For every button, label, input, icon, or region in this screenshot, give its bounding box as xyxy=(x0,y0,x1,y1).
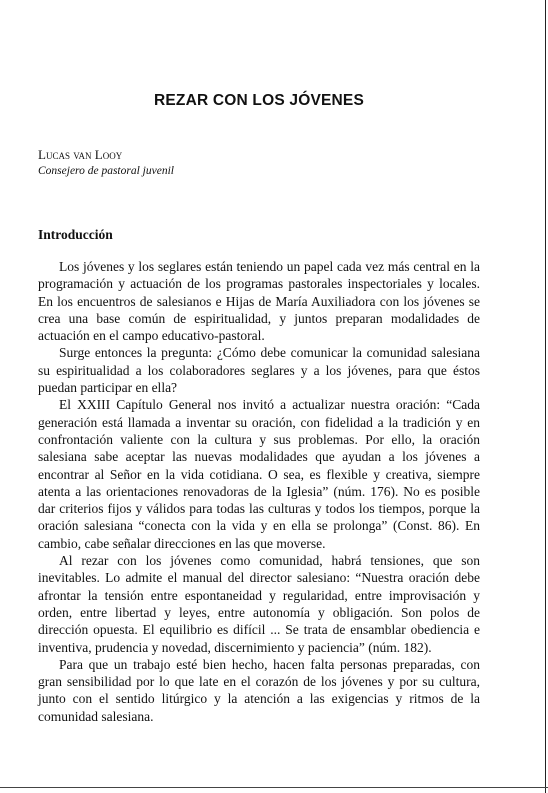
paragraph: Surge entonces la pregunta: ¿Cómo debe comunicar la comunidad salesiana su espiritualidad a los colaboradores seglares y a los jóvenes, para que éstos puedan participar en ella? xyxy=(38,345,480,396)
paragraph: Los jóvenes y los seglares están teniendo un papel cada vez más central en la programación y actuación de los programas pastorales inspectoriales y locales. En los encuentros de salesianos e Hijas de María Auxiliadora con los jóvenes se crea una base común de espiritualidad, y juntos preparan modalidades de actuación en el campo educativo-pastoral. xyxy=(38,259,480,344)
paragraph: Para que un trabajo esté bien hecho, hacen falta personas preparadas, con gran sensibilidad por lo que late en el corazón de los jóvenes y por su cultura, junto con el sentido litúrgico y la atención a las exigencias y ritmos de la comunidad salesiana. xyxy=(38,656,480,724)
page-edge-bottom xyxy=(0,787,548,788)
paragraph: Al rezar con los jóvenes como comunidad, habrá tensiones, que son inevitables. Lo admite el manual del director salesiano: “Nuestra oración debe afrontar la tensión entre espontaneidad y regularidad, entre improvisación y orden, entre libertad y leyes, entre autonomía y obligación. Son polos de dirección opuesta. El equilibrio es difícil ... Se trata de ensamblar obediencia e inventiva, prudencia y novedad, discernimiento y paciencia” (núm. 182). xyxy=(38,553,480,655)
author-name: Lucas van Looy xyxy=(38,147,123,162)
author-role: Consejero de pastoral juvenil xyxy=(38,165,174,177)
page-title: REZAR CON LOS JÓVENES xyxy=(153,92,365,109)
body-text xyxy=(38,258,480,725)
paragraph: El XXIII Capítulo General nos invitó a actualizar nuestra oración: “Cada generación está llamada a inventar su oración, con fidelidad a la tradición y en confrontación valiente con la cultura y sus problemas. Por ello, la oración salesiana sabe aceptar las nuevas modalidades que ayudan a los jóvenes a encontrar al Señor en la vida cotidiana. O sea, es flexible y creativa, siempre atenta a las orientaciones renovadoras de la Iglesia” (núm. 176). No es posible dar criterios fijos y válidos para todas las culturas y todos los tiempos, porque la oración salesiana “conecta con la vida y en ella se prolonga” (Const. 86). En cambio, cabe señalar direcciones en las que moverse. xyxy=(38,397,480,551)
page-edge-right xyxy=(545,0,546,793)
section-heading: Introducción xyxy=(38,227,113,242)
